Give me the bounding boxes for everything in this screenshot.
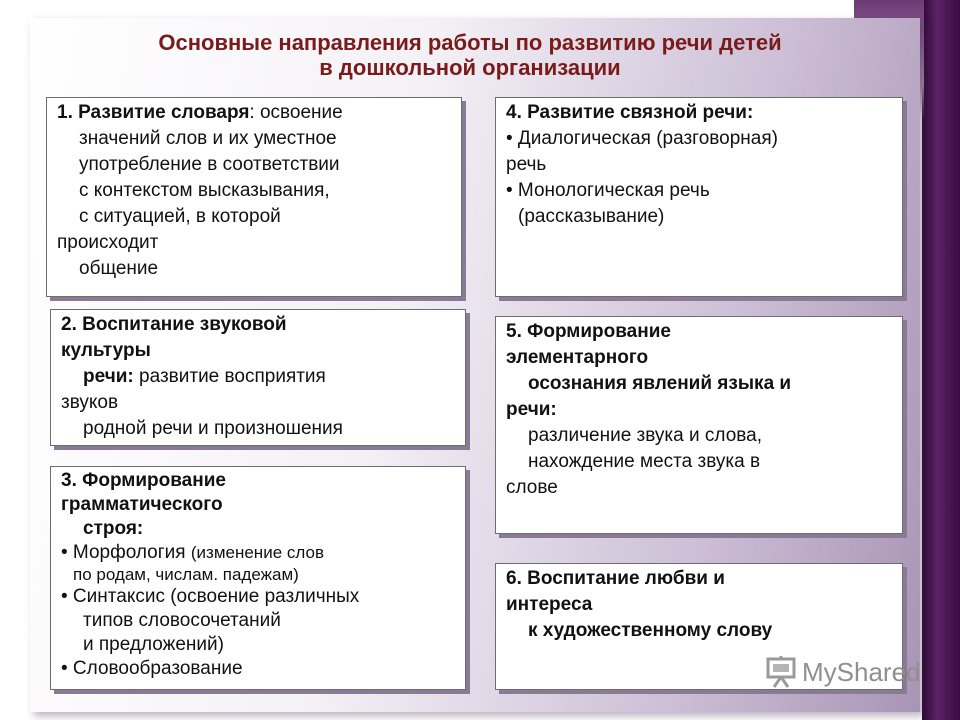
box1-line: общение bbox=[79, 258, 159, 279]
box4-bullet-dialogic: • Диалогическая (разговорная) bbox=[506, 128, 778, 149]
box5-heading-4: речи: bbox=[506, 399, 557, 420]
box3-heading-1: 3. Формирование bbox=[61, 470, 226, 491]
box3-heading-3: строя: bbox=[83, 518, 144, 539]
box-language-awareness bbox=[495, 316, 903, 534]
box1-line: значений слов и их уместное bbox=[79, 128, 337, 149]
box1-heading-rest: : освоение bbox=[249, 102, 343, 123]
box3-bullet-syntax: • Синтаксис (освоение различных bbox=[61, 586, 360, 607]
title-line-2: в дошкольной организации bbox=[319, 55, 621, 80]
box3-bullet-word-formation: • Словообразование bbox=[61, 658, 243, 679]
box5-line: слове bbox=[506, 477, 558, 498]
box-coherent-speech bbox=[495, 97, 903, 297]
box4-bullet-dialogic-line: речь bbox=[506, 154, 547, 175]
box3-bullet-morphology: • Морфология bbox=[61, 542, 191, 563]
page-title bbox=[60, 30, 880, 80]
box6-heading-2: интереса bbox=[506, 594, 593, 615]
box1-line: происходит bbox=[57, 232, 159, 253]
box4-heading: 4. Развитие связной речи: bbox=[506, 102, 754, 123]
box3-morphology-note-2: по родам, числам. падежам) bbox=[73, 565, 299, 584]
box2-rest: развитие восприятия bbox=[133, 366, 326, 387]
box4-bullet-monologic: • Монологическая речь bbox=[506, 180, 710, 201]
box-grammar bbox=[50, 466, 466, 690]
box6-heading-1: 6. Воспитание любви и bbox=[506, 568, 725, 589]
box3-syntax-line: типов словосочетаний bbox=[83, 610, 281, 631]
box2-heading-3: речи: bbox=[83, 366, 134, 387]
box1-line: с ситуацией, в которой bbox=[79, 206, 281, 227]
box5-line: различение звука и слова, bbox=[528, 425, 762, 446]
decorative-side-bar bbox=[922, 0, 960, 720]
box5-heading-1: 5. Формирование bbox=[506, 321, 671, 342]
watermark-logo bbox=[766, 654, 921, 690]
box2-heading-2: культуры bbox=[61, 340, 151, 361]
box1-heading: 1. Развитие словаря bbox=[57, 102, 250, 123]
box3-bullet-morphology-note: (изменение слов bbox=[190, 543, 324, 562]
box-vocabulary bbox=[46, 97, 462, 297]
box5-line: нахождение места звука в bbox=[528, 451, 761, 472]
presentation-board-icon bbox=[766, 656, 796, 688]
watermark-text: MyShared bbox=[802, 656, 921, 687]
box2-line: родной речи и произношения bbox=[83, 418, 343, 439]
title-line-1: Основные направления работы по развитию речи детей bbox=[158, 30, 782, 55]
box5-heading-3: осознания явлений языка и bbox=[528, 373, 792, 394]
box2-heading-1: 2. Воспитание звуковой bbox=[61, 314, 287, 335]
box2-line: звуков bbox=[61, 392, 119, 413]
box-sound-culture bbox=[50, 309, 466, 446]
box5-heading-2: элементарного bbox=[506, 347, 649, 368]
box1-line: употребление в соответствии bbox=[79, 154, 340, 175]
box3-heading-2: грамматического bbox=[61, 494, 223, 515]
box4-bullet-monologic-line: (рассказывание) bbox=[518, 206, 665, 227]
box1-line: с контекстом высказывания, bbox=[79, 180, 330, 201]
box3-syntax-line: и предложений) bbox=[83, 634, 224, 655]
box6-heading-3: к художественному слову bbox=[528, 620, 773, 641]
